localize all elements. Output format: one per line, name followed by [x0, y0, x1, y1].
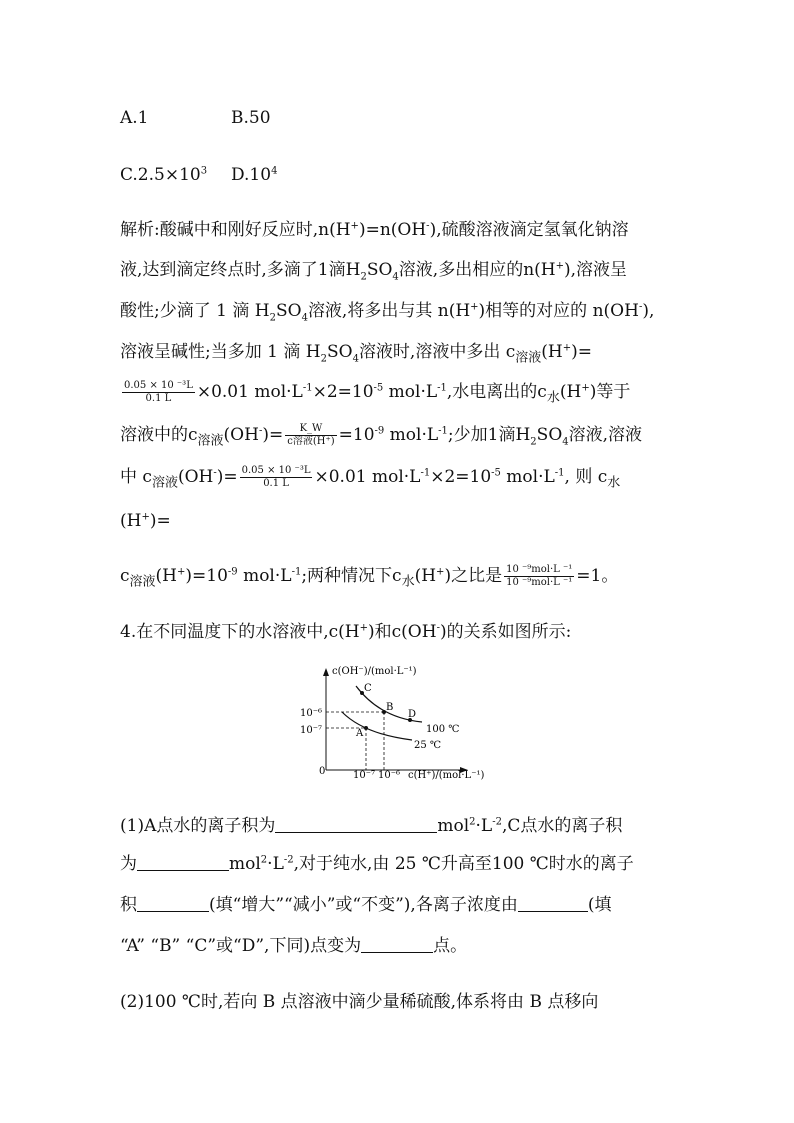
solution-line-4: 溶液呈碱性;当多加 1 滴 $H_2SO_4$溶液时,溶液中多出 $c_{溶液}(H^+)=$ [120, 342, 593, 366]
point-label-c: C [364, 683, 372, 694]
solution-line-8: (H+)= [120, 511, 171, 531]
point-label-d: D [408, 709, 417, 720]
fraction-1: $\frac{\text{0.05 × 10 ⁻³L}}{0.1 L}$ [124, 380, 193, 404]
solution-line-9: $c_{溶液}(H^+)=10^{-9}$ $mol\cdot L^{-1}$;两种情况下$c_水(H^+)$之比是 $\frac{\text{10 ⁻⁹mol·L ⁻¹}}{\text{10 ⁻⁹mol·L ⁻¹}}$ =1。 [120, 564, 619, 590]
solution-line-7: 中 $c_{溶液}(OH^-)=$ $\frac{\text{0.05 × 10 ⁻³L}}{0.1 L}$ ×0.01 $mol\cdot L^{-1}\times 2=10^{-5}$ $mol\cdot L^{-1}$, 则 $c_水$ [120, 465, 621, 491]
question-4-part-1-line-1: (1)A点水的离子积为 $mol^2\cdot L^{-2},C$点水的离子积 [120, 816, 623, 836]
option-c[interactable]: $C.2.5\times 10^3$ [120, 165, 208, 185]
ion-product-chart [292, 660, 502, 788]
x-tick-1e-7: 10⁻⁷ [353, 770, 376, 781]
answer-blank-c[interactable] [137, 854, 229, 871]
y-tick-1e-6: 10⁻⁶ [300, 708, 323, 719]
question-4-part-1-line-3: 积 (填“增大”“减小”或“不变”),各离子浓度由 (填 [120, 895, 612, 915]
solution-line-2: 液,达到滴定终点时,多滴了1滴$H_2SO_4$溶液,多出相应的n(H+),溶液呈 [120, 260, 628, 283]
curve-25c [342, 712, 412, 740]
solution-line-3: 酸性;少滴了 1 滴 $H_2SO_4$溶液,将多出与其 n(H+)相等的对应的 n(OH-), [120, 301, 655, 324]
origin-label: 0 [319, 766, 326, 777]
options-row-2 [120, 164, 277, 186]
series-label-25c: 25 ℃ [414, 740, 442, 751]
question-4-part-1-line-4: “A” “B” “C”或“D”,下同)点变为 点。 [120, 936, 468, 956]
solution-line-6: 溶液中的$c_{溶液}(OH^-)=$ $\frac{K\_W}{\text{c溶液(H⁺)}}$ $=10^{-9}$ $mol\cdot L^{-1}$;少加1滴$H_2SO_4$溶液,溶液 [120, 423, 643, 449]
question-4-stem: 4.在不同温度下的水溶液中,c(H+)和c(OH-)的关系如图所示: [120, 622, 572, 642]
answer-blank-to-point[interactable] [361, 936, 433, 953]
y-axis-label: c(OH⁻)/(mol·L⁻¹) [332, 666, 417, 677]
point-label-a: A [356, 728, 364, 739]
point-label-b: B [386, 702, 394, 713]
series-label-100c: 100 ℃ [426, 724, 460, 735]
y-tick-1e-7: 10⁻⁷ [300, 725, 323, 736]
x-tick-1e-6: 10⁻⁶ [378, 770, 401, 781]
question-4-part-2-line-1: (2)100 ℃时,若向 B 点溶液中滴少量稀硫酸,体系将由 B 点移向 [120, 992, 599, 1012]
fraction-4: $\frac{\text{10 ⁻⁹mol·L ⁻¹}}{\text{10 ⁻⁹mol·L ⁻¹}}$ [506, 564, 573, 588]
answer-blank-a[interactable] [275, 816, 437, 833]
option-d[interactable]: $D.10^4$ [231, 165, 278, 185]
fraction-3: $\frac{\text{0.05 × 10 ⁻³L}}{0.1 L}$ [241, 465, 311, 489]
option-a[interactable]: A.1 [120, 108, 149, 128]
x-axis-label: c(H⁺)/(mol·L⁻¹) [408, 770, 485, 781]
answer-blank-change[interactable] [137, 895, 209, 912]
answer-blank-from-point[interactable] [518, 895, 588, 912]
y-axis-arrow [323, 668, 329, 676]
question-4-part-1-line-2: 为 $mol^2\cdot L^{-2}$,对于纯水,由 25 ℃升高至100 ℃时水的离子 [120, 854, 634, 874]
solution-line-5: $\frac{\text{0.05 × 10 ⁻³L}}{0.1 L}$ ×0.01 $mol\cdot L^{-1}\times 2=10^{-5}$ $mol\cdot L^{-1}$,水电离出的$c_水(H^+)$等于 [124, 380, 631, 406]
options-row-1 [120, 107, 271, 129]
point-a [364, 726, 368, 730]
fraction-2: $\frac{K\_W}{\text{c溶液(H⁺)}}$ [287, 423, 335, 447]
option-b[interactable]: B.50 [231, 108, 271, 128]
solution-line-1: 解析:酸碱中和刚好反应时,n(H+)=n(OH-),硫酸溶液滴定氢氧化钠溶 [120, 220, 629, 240]
